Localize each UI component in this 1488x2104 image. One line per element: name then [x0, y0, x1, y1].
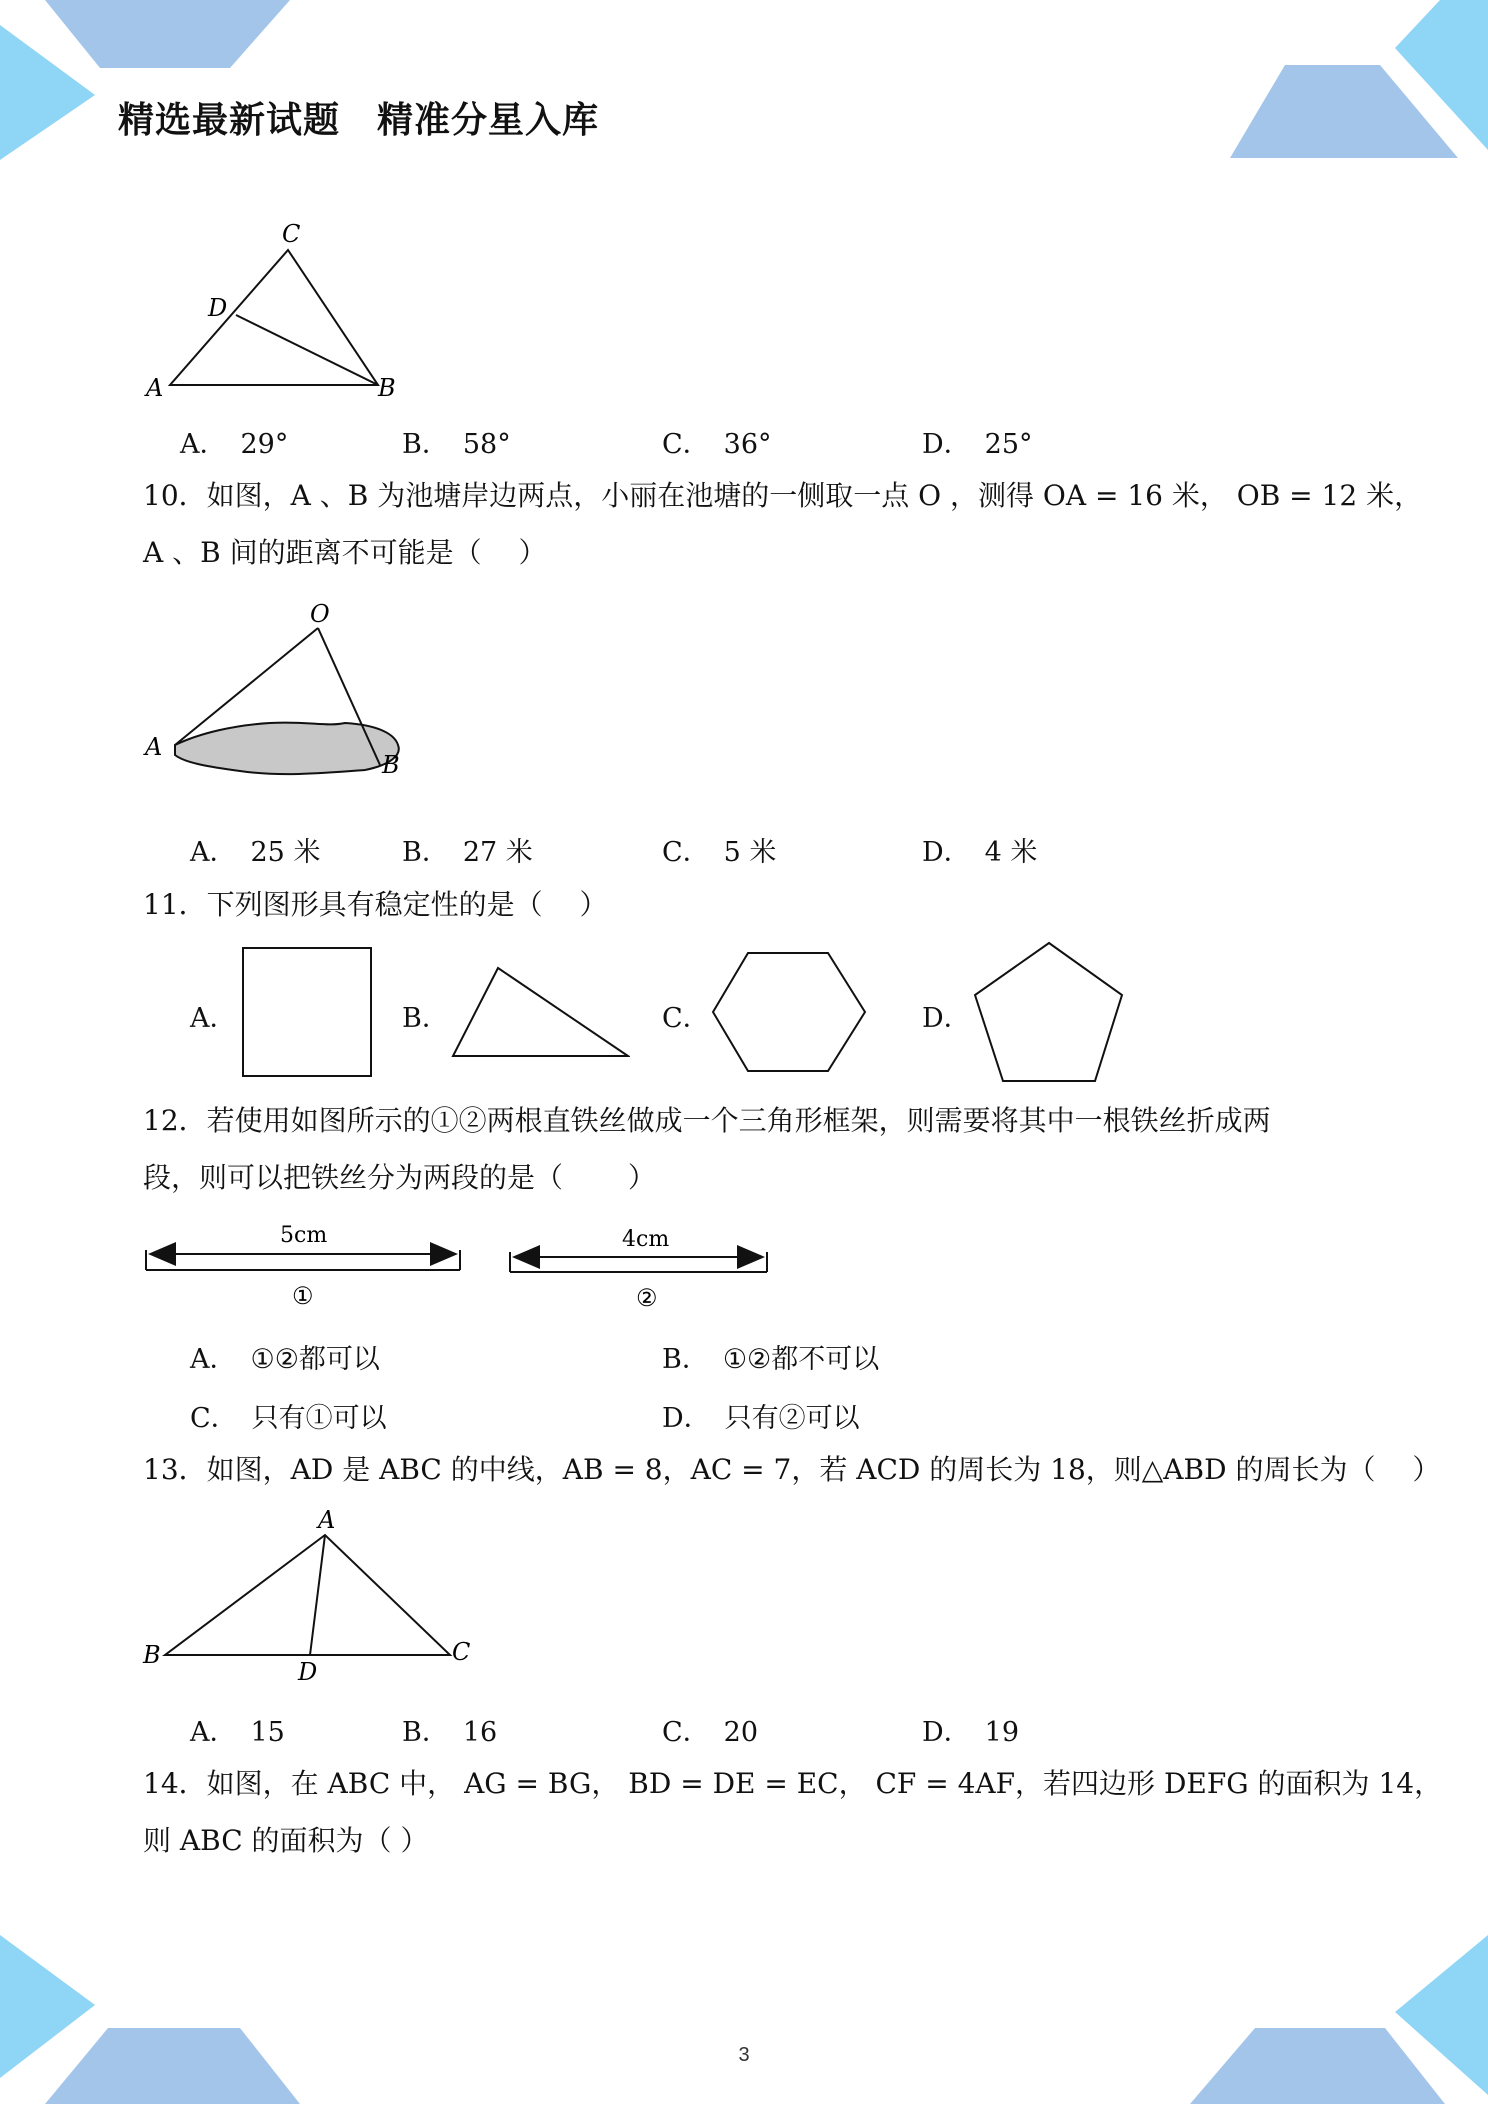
- option-text: 只有①可以: [251, 1403, 387, 1434]
- option-letter: D．: [662, 1403, 711, 1434]
- q12-wire2-length: 4cm: [622, 1227, 670, 1252]
- option-letter: A．: [190, 1717, 237, 1748]
- option-text: ①②都可以: [250, 1344, 380, 1375]
- q13-option-a[interactable]: [190, 1710, 285, 1749]
- q10-label-a: A: [145, 733, 163, 761]
- header-title: 精选最新试题 精准分星入库: [118, 100, 600, 141]
- q13-option-d[interactable]: [922, 1710, 1019, 1749]
- option-letter: C．: [662, 429, 710, 460]
- q9-option-a[interactable]: [180, 422, 288, 461]
- q9-triangle-figure: [140, 215, 420, 405]
- option-text: 15: [250, 1717, 285, 1748]
- q9-segment-db: [236, 315, 378, 385]
- q10-option-a[interactable]: [190, 830, 320, 869]
- q10-option-d[interactable]: [922, 830, 1037, 869]
- q14-question-line2: 则 ABC 的面积为（ ）: [143, 1824, 429, 1857]
- option-letter: A．: [180, 429, 227, 460]
- option-text: 29°: [240, 429, 289, 460]
- q12-option-d[interactable]: [662, 1396, 860, 1435]
- q11-option-b[interactable]: [402, 996, 449, 1035]
- q12-option-c[interactable]: [190, 1396, 387, 1435]
- q12-question-line1: 12．若使用如图所示的①②两根直铁丝做成一个三角形框架，则需要将其中一根铁丝折成两: [143, 1104, 1271, 1137]
- top-right-decoration: [1230, 0, 1488, 158]
- q12-wire2-label: ②: [636, 1284, 658, 1312]
- q13-label-b: B: [143, 1641, 161, 1669]
- option-letter: C．: [662, 1003, 710, 1034]
- q12-wire1-length: 5cm: [280, 1223, 328, 1248]
- q9-option-c[interactable]: [662, 422, 772, 461]
- option-letter: C．: [190, 1403, 238, 1434]
- option-text: 20: [723, 1717, 759, 1748]
- q9-option-d[interactable]: [922, 422, 1033, 461]
- q11-hexagon-shape: [710, 950, 870, 1074]
- option-text: 5 米: [723, 837, 777, 868]
- q13-option-b[interactable]: [402, 1710, 497, 1749]
- bottom-left-decoration: [0, 1935, 300, 2104]
- option-letter: D．: [922, 429, 971, 460]
- option-letter: B．: [402, 429, 449, 460]
- option-text: ①②都不可以: [722, 1344, 880, 1375]
- option-letter: B．: [402, 837, 449, 868]
- q12-question-line2: 段，则可以把铁丝分为两段的是（ ）: [143, 1161, 656, 1194]
- option-letter: D．: [922, 837, 971, 868]
- option-letter: B．: [402, 1717, 449, 1748]
- q9-label-b: B: [378, 374, 396, 402]
- q10-question-line1: 10．如图，A 、B 为池塘岸边两点，小丽在池塘的一侧取一点 O ，测得 OA = 16 米， OB = 12 米，: [143, 479, 1423, 512]
- q11-option-d[interactable]: [922, 996, 971, 1035]
- q9-label-d: D: [208, 294, 228, 322]
- q11-option-a[interactable]: [190, 996, 237, 1035]
- option-text: 19: [984, 1717, 1020, 1748]
- option-letter: A．: [190, 1344, 237, 1375]
- bottom-right-decoration: [1190, 1935, 1488, 2104]
- option-text: 25 米: [250, 837, 321, 868]
- option-text: 4 米: [984, 837, 1038, 868]
- option-letter: C．: [662, 1717, 710, 1748]
- q12-wire-1: [146, 1223, 460, 1310]
- option-letter: A．: [190, 837, 237, 868]
- option-letter: C．: [662, 837, 710, 868]
- q10-label-b: B: [382, 751, 400, 779]
- q10-question-line2: A 、B 间的距离不可能是（ ）: [143, 536, 547, 569]
- option-text: 58°: [462, 429, 511, 460]
- q11-option-c[interactable]: [662, 996, 710, 1035]
- q9-option-b[interactable]: [402, 422, 511, 461]
- q13-label-a: A: [318, 1506, 336, 1534]
- option-text: 27 米: [462, 837, 533, 868]
- q9-label-c: C: [282, 220, 301, 248]
- q13-triangle-figure: [140, 1500, 480, 1690]
- page-number: 3: [738, 2044, 750, 2066]
- q10-option-b[interactable]: [402, 830, 533, 869]
- q10-pond-figure: [140, 595, 430, 795]
- q12-wire1-label: ①: [292, 1282, 314, 1310]
- q10-option-c[interactable]: [662, 830, 776, 869]
- q11-square-shape: [240, 945, 374, 1079]
- q13-label-c: C: [452, 1638, 471, 1666]
- option-letter: B．: [402, 1003, 449, 1034]
- q10-label-o: O: [310, 600, 330, 628]
- q13-option-c[interactable]: [662, 1710, 758, 1749]
- q12-option-b[interactable]: [662, 1337, 879, 1376]
- q9-triangle-abc: [170, 250, 378, 385]
- option-text: 36°: [723, 429, 772, 460]
- q11-question-line1: 11．下列图形具有稳定性的是（ ）: [143, 888, 608, 921]
- option-text: 16: [462, 1717, 498, 1748]
- q12-option-a[interactable]: [190, 1337, 380, 1376]
- option-text: 25°: [984, 429, 1033, 460]
- q13-question-line1: 13．如图，AD 是 ABC 的中线，AB = 8，AC = 7，若 ACD 的周长为 18，则△ABD 的周长为（ ）: [143, 1453, 1441, 1486]
- option-letter: D．: [922, 1717, 971, 1748]
- q12-wires-figure: [140, 1210, 790, 1320]
- q14-question-line1: 14．如图，在 ABC 中， AG = BG， BD = DE = EC， CF = 4AF，若四边形 DEFG 的面积为 14，: [143, 1767, 1443, 1800]
- option-letter: B．: [662, 1344, 709, 1375]
- q13-median-ad: [310, 1535, 325, 1655]
- q13-triangle-abc: [165, 1535, 450, 1655]
- q13-label-d: D: [298, 1658, 318, 1686]
- option-letter: D．: [922, 1003, 971, 1034]
- q9-label-a: A: [146, 374, 164, 402]
- q11-pentagon-shape: [972, 940, 1126, 1084]
- option-letter: A．: [190, 1003, 237, 1034]
- q11-triangle-shape: [450, 960, 630, 1060]
- q12-wire-2: [510, 1227, 767, 1312]
- option-text: 只有②可以: [724, 1403, 860, 1434]
